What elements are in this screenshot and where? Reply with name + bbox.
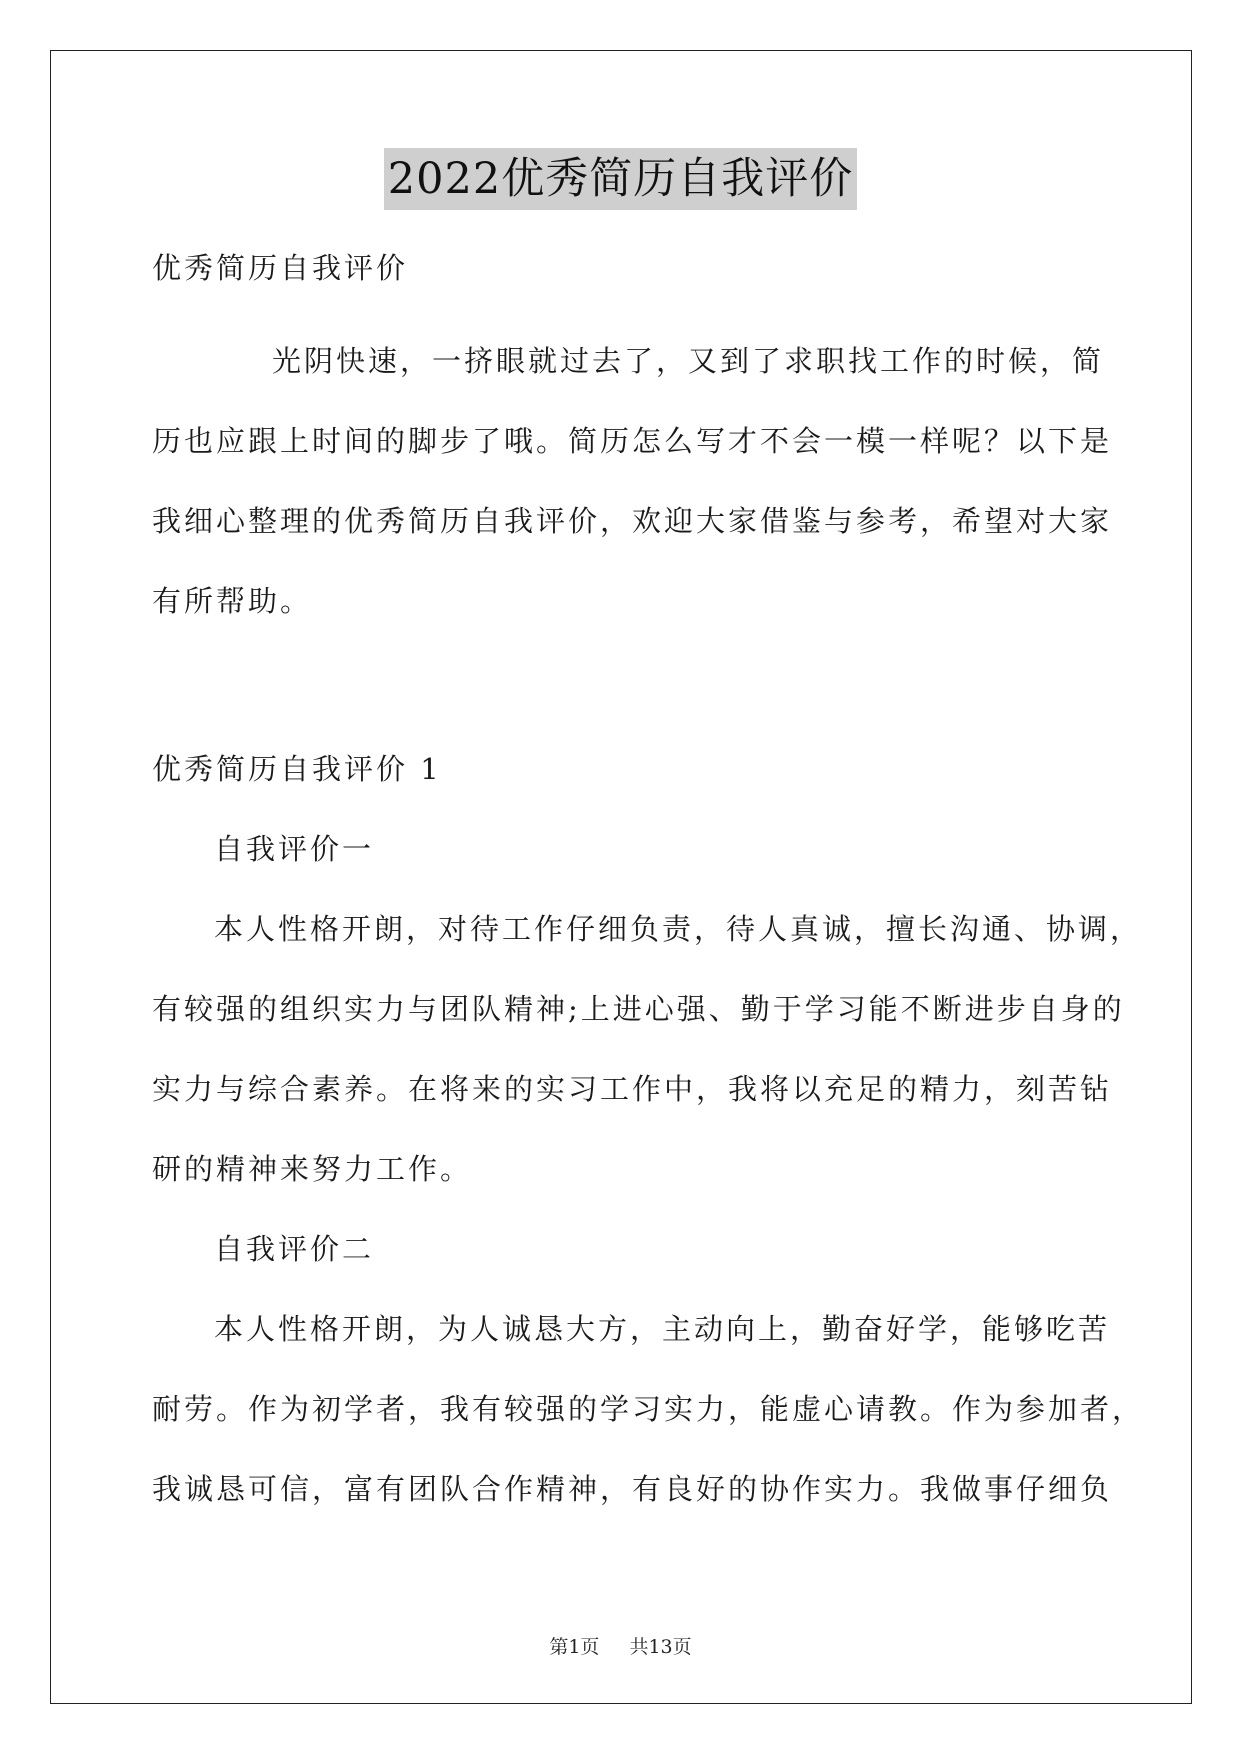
eval2-line: 耐劳。作为初学者，我有较强的学习实力，能虚心请教。作为参加者， [152,1392,1145,1426]
intro-line: 历也应跟上时间的脚步了哦。简历怎么写才不会一模一样呢？以下是 [152,424,1113,458]
intro-line: 我细心整理的优秀简历自我评价，欢迎大家借鉴与参考，希望对大家 [152,504,1113,538]
document-title: 2022优秀简历自我评价 [384,148,857,210]
eval-heading-2: 自我评价二 [214,1232,375,1266]
page-number: 第1页 [549,1636,600,1658]
eval2-line: 本人性格开朗，为人诚恳大方，主动向上，勤奋好学，能够吃苦 [214,1312,1111,1346]
intro-line: 光阴快速，一挤眼就过去了，又到了求职找工作的时候，简 [272,344,1105,378]
title-container [0,148,1241,210]
total-pages: 共13页 [629,1636,692,1658]
subtitle: 优秀简历自我评价 [152,251,409,285]
eval1-line: 实力与综合素养。在将来的实习工作中，我将以充足的精力，刻苦钻 [152,1072,1113,1106]
eval2-line: 我诚恳可信，富有团队合作精神，有良好的协作实力。我做事仔细负 [152,1472,1113,1506]
eval1-line: 有较强的组织实力与团队精神;上进心强、勤于学习能不断进步自身的 [152,992,1125,1026]
page-footer [0,1634,1241,1660]
intro-line: 有所帮助。 [152,584,313,618]
page-border [50,50,1192,1704]
eval-heading-1: 自我评价一 [214,832,375,866]
eval1-line: 研的精神来努力工作。 [152,1152,473,1186]
eval1-line: 本人性格开朗，对待工作仔细负责，待人真诚，擅长沟通、协调， [214,912,1143,946]
section-heading: 优秀简历自我评价 1 [152,752,442,786]
